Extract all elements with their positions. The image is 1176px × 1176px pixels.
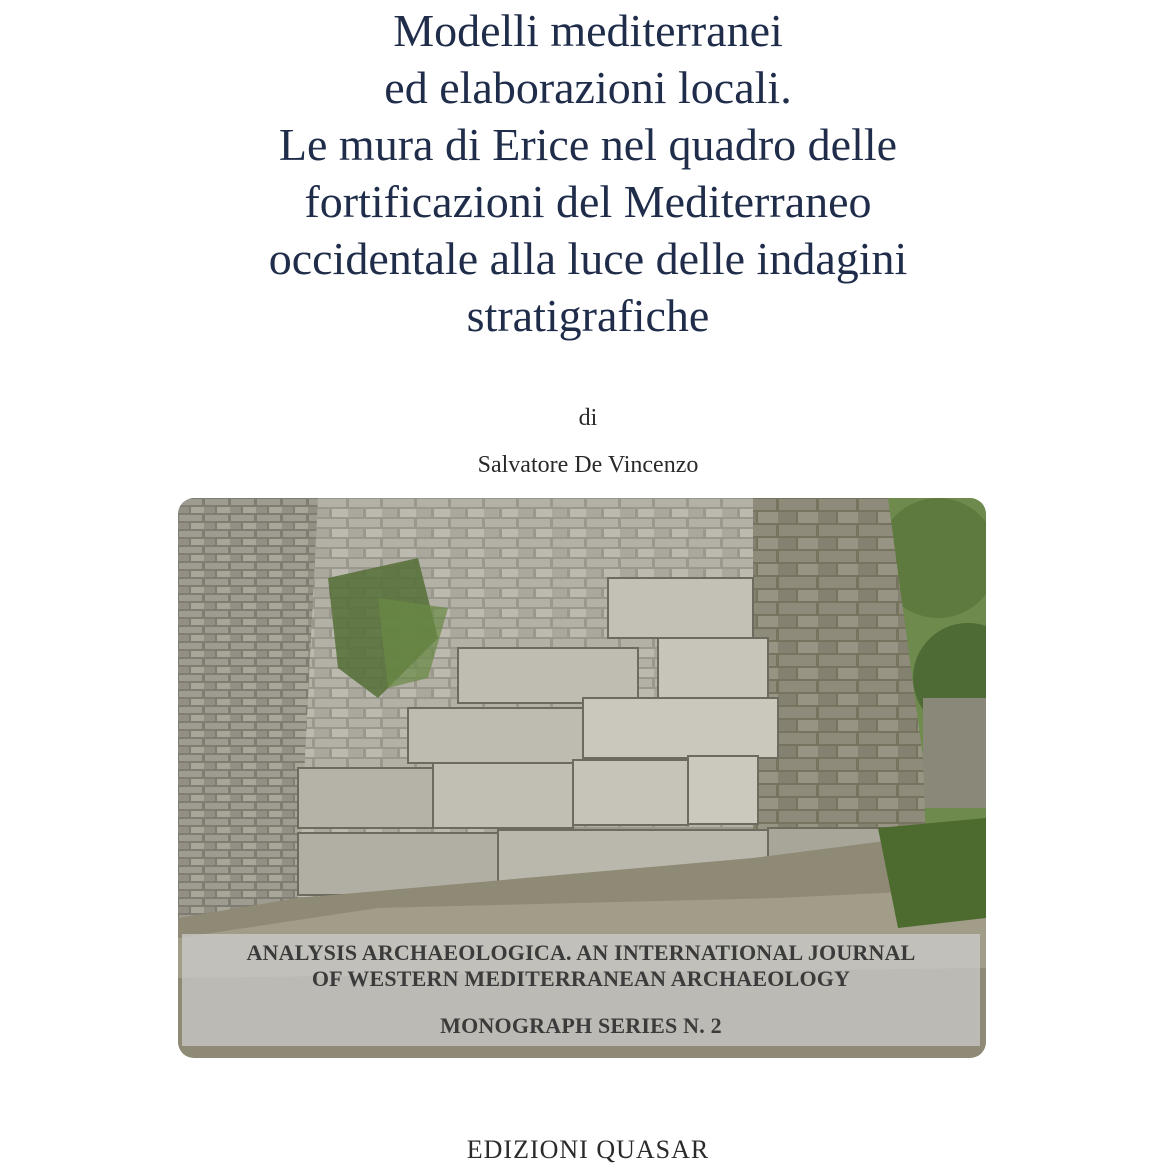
- by-label: di: [578, 405, 598, 431]
- book-title: [0, 2, 1176, 344]
- series-number: MONOGRAPH SERIES N. 2: [440, 1013, 722, 1038]
- distant-tower: [923, 698, 986, 808]
- title-line: fortificazioni del Mediterraneo: [304, 176, 872, 227]
- series-title-line: OF WESTERN MEDITERRANEAN ARCHAEOLOGY: [311, 966, 851, 991]
- series-title-line: ANALYSIS ARCHAEOLOGICA. AN INTERNATIONAL JOURNAL: [246, 940, 916, 965]
- title-line: stratigrafiche: [466, 290, 710, 341]
- series-title: [182, 940, 980, 992]
- series-banner: [182, 934, 980, 1046]
- title-line: Le mura di Erice nel quadro delle: [278, 119, 898, 170]
- title-line: ed elaborazioni locali.: [384, 62, 792, 113]
- title-line: Modelli mediterranei: [393, 5, 783, 56]
- publisher-name: EDIZIONI QUASAR: [466, 1135, 710, 1164]
- author-name: Salvatore De Vincenzo: [477, 452, 699, 478]
- title-line: occidentale alla luce delle indagini: [268, 233, 908, 284]
